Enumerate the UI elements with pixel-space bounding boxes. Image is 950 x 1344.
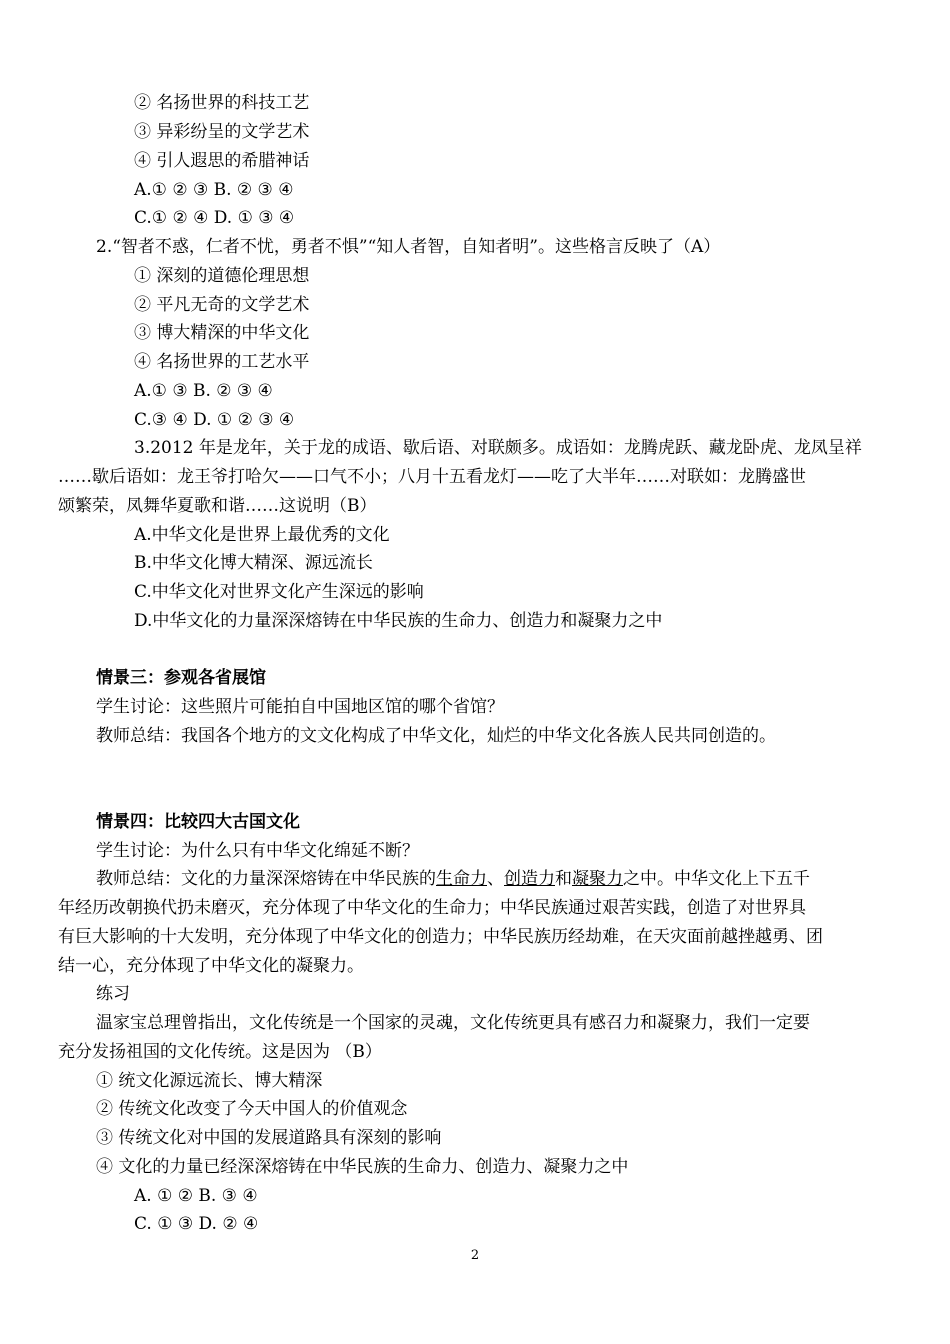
scene4-teacher-summary-line-1 — [96, 868, 810, 890]
q1-answers-cd: C.① ② ④ D. ① ③ ④ — [134, 208, 295, 228]
practice-option-1: ① 统文化源远流长、博大精深 — [96, 1071, 323, 1091]
q2-option-2: ② 平凡无奇的文学艺术 — [134, 295, 310, 315]
q2-stem: 2.“智者不惑，仁者不忧，勇者不惧”“知人者智，自知者明”。这些格言反映了（A） — [96, 237, 721, 257]
practice-stem-line-2: 充分发扬祖国的文化传统。这是因为 （B） — [58, 1042, 382, 1062]
q2-answers-cd: C.③ ④ D. ① ② ③ ④ — [134, 410, 295, 430]
practice-stem-line-1: 温家宝总理曾指出，文化传统是一个国家的灵魂，文化传统更具有感召力和凝聚力，我们一定要 — [96, 1013, 810, 1033]
q2-option-1: ① 深刻的道德伦理思想 — [134, 266, 310, 286]
scene4-teacher-summary-line-2: 年经历改朝换代扔未磨灭，充分体现了中华文化的生命力；中华民族通过艰苦实践，创造了对世界具 — [58, 898, 806, 918]
q3-stem-line-3: 颂繁荣，凤舞华夏歌和谐……这说明（B） — [58, 496, 377, 516]
scene4-heading: 情景四：比较四大古国文化 — [96, 812, 300, 832]
q3-option-b: B.中华文化博大精深、源远流长 — [134, 553, 373, 573]
q1-answers-ab: A.① ② ③ B. ② ③ ④ — [134, 180, 294, 200]
practice-option-4: ④ 文化的力量已经深深熔铸在中华民族的生命力、创造力、凝聚力之中 — [96, 1157, 629, 1177]
q1-option-4: ④ 引人遐思的希腊神话 — [134, 151, 310, 171]
q2-option-3: ③ 博大精深的中华文化 — [134, 323, 310, 343]
underlined-cohesion: 凝聚力 — [572, 869, 623, 889]
q2-option-4: ④ 名扬世界的工艺水平 — [134, 352, 310, 372]
page-number: 2 — [470, 1248, 480, 1263]
q3-stem-line-1: 3.2012 年是龙年，关于龙的成语、歇后语、对联颇多。成语如：龙腾虎跃、藏龙卧虎、龙凤呈祥 — [134, 438, 862, 458]
q3-stem-line-2: ……歇后语如：龙王爷打哈欠——口气不小；八月十五看龙灯——吃了大半年……对联如：龙腾盛世 — [58, 467, 806, 487]
q2-answers-ab: A.① ③ B. ② ③ ④ — [134, 381, 273, 401]
scene4-teacher-summary-line-3: 有巨大影响的十大发明，充分体现了中华文化的创造力；中华民族历经劫难，在天灾面前越挫越勇、团 — [58, 927, 823, 947]
scene4-student-discussion: 学生讨论：为什么只有中华文化绵延不断？ — [96, 841, 419, 861]
practice-label: 练习 — [96, 984, 130, 1004]
q1-option-2: ② 名扬世界的科技工艺 — [134, 93, 310, 113]
separator: 、 — [487, 869, 504, 889]
q3-option-a: A.中华文化是世界上最优秀的文化 — [134, 525, 390, 545]
practice-answers-cd: C. ① ③ D. ② ④ — [134, 1214, 259, 1234]
summary-prefix: 教师总结：文化的力量深深熔铸在中华民族的 — [96, 869, 436, 889]
q3-option-c: C.中华文化对世界文化产生深远的影响 — [134, 582, 424, 602]
scene3-heading: 情景三：参观各省展馆 — [96, 668, 266, 688]
scene3-student-discussion: 学生讨论：这些照片可能拍自中国地区馆的哪个省馆？ — [96, 697, 504, 717]
practice-answers-ab: A. ① ② B. ③ ④ — [134, 1186, 258, 1206]
practice-option-3: ③ 传统文化对中国的发展道路具有深刻的影响 — [96, 1128, 442, 1148]
scene4-teacher-summary-line-4: 结一心，充分体现了中华文化的凝聚力。 — [58, 956, 364, 976]
underlined-vitality: 生命力 — [436, 869, 487, 889]
q1-option-3: ③ 异彩纷呈的文学艺术 — [134, 122, 310, 142]
scene3-teacher-summary: 教师总结：我国各个地方的文文化构成了中华文化，灿烂的中华文化各族人民共同创造的。 — [96, 726, 776, 746]
q3-option-d: D.中华文化的力量深深熔铸在中华民族的生命力、创造力和凝聚力之中 — [134, 611, 663, 631]
underlined-creativity: 创造力 — [504, 869, 555, 889]
separator: 和 — [555, 869, 572, 889]
practice-option-2: ② 传统文化改变了今天中国人的价值观念 — [96, 1099, 408, 1119]
summary-suffix: 之中。中华文化上下五千 — [623, 869, 810, 889]
